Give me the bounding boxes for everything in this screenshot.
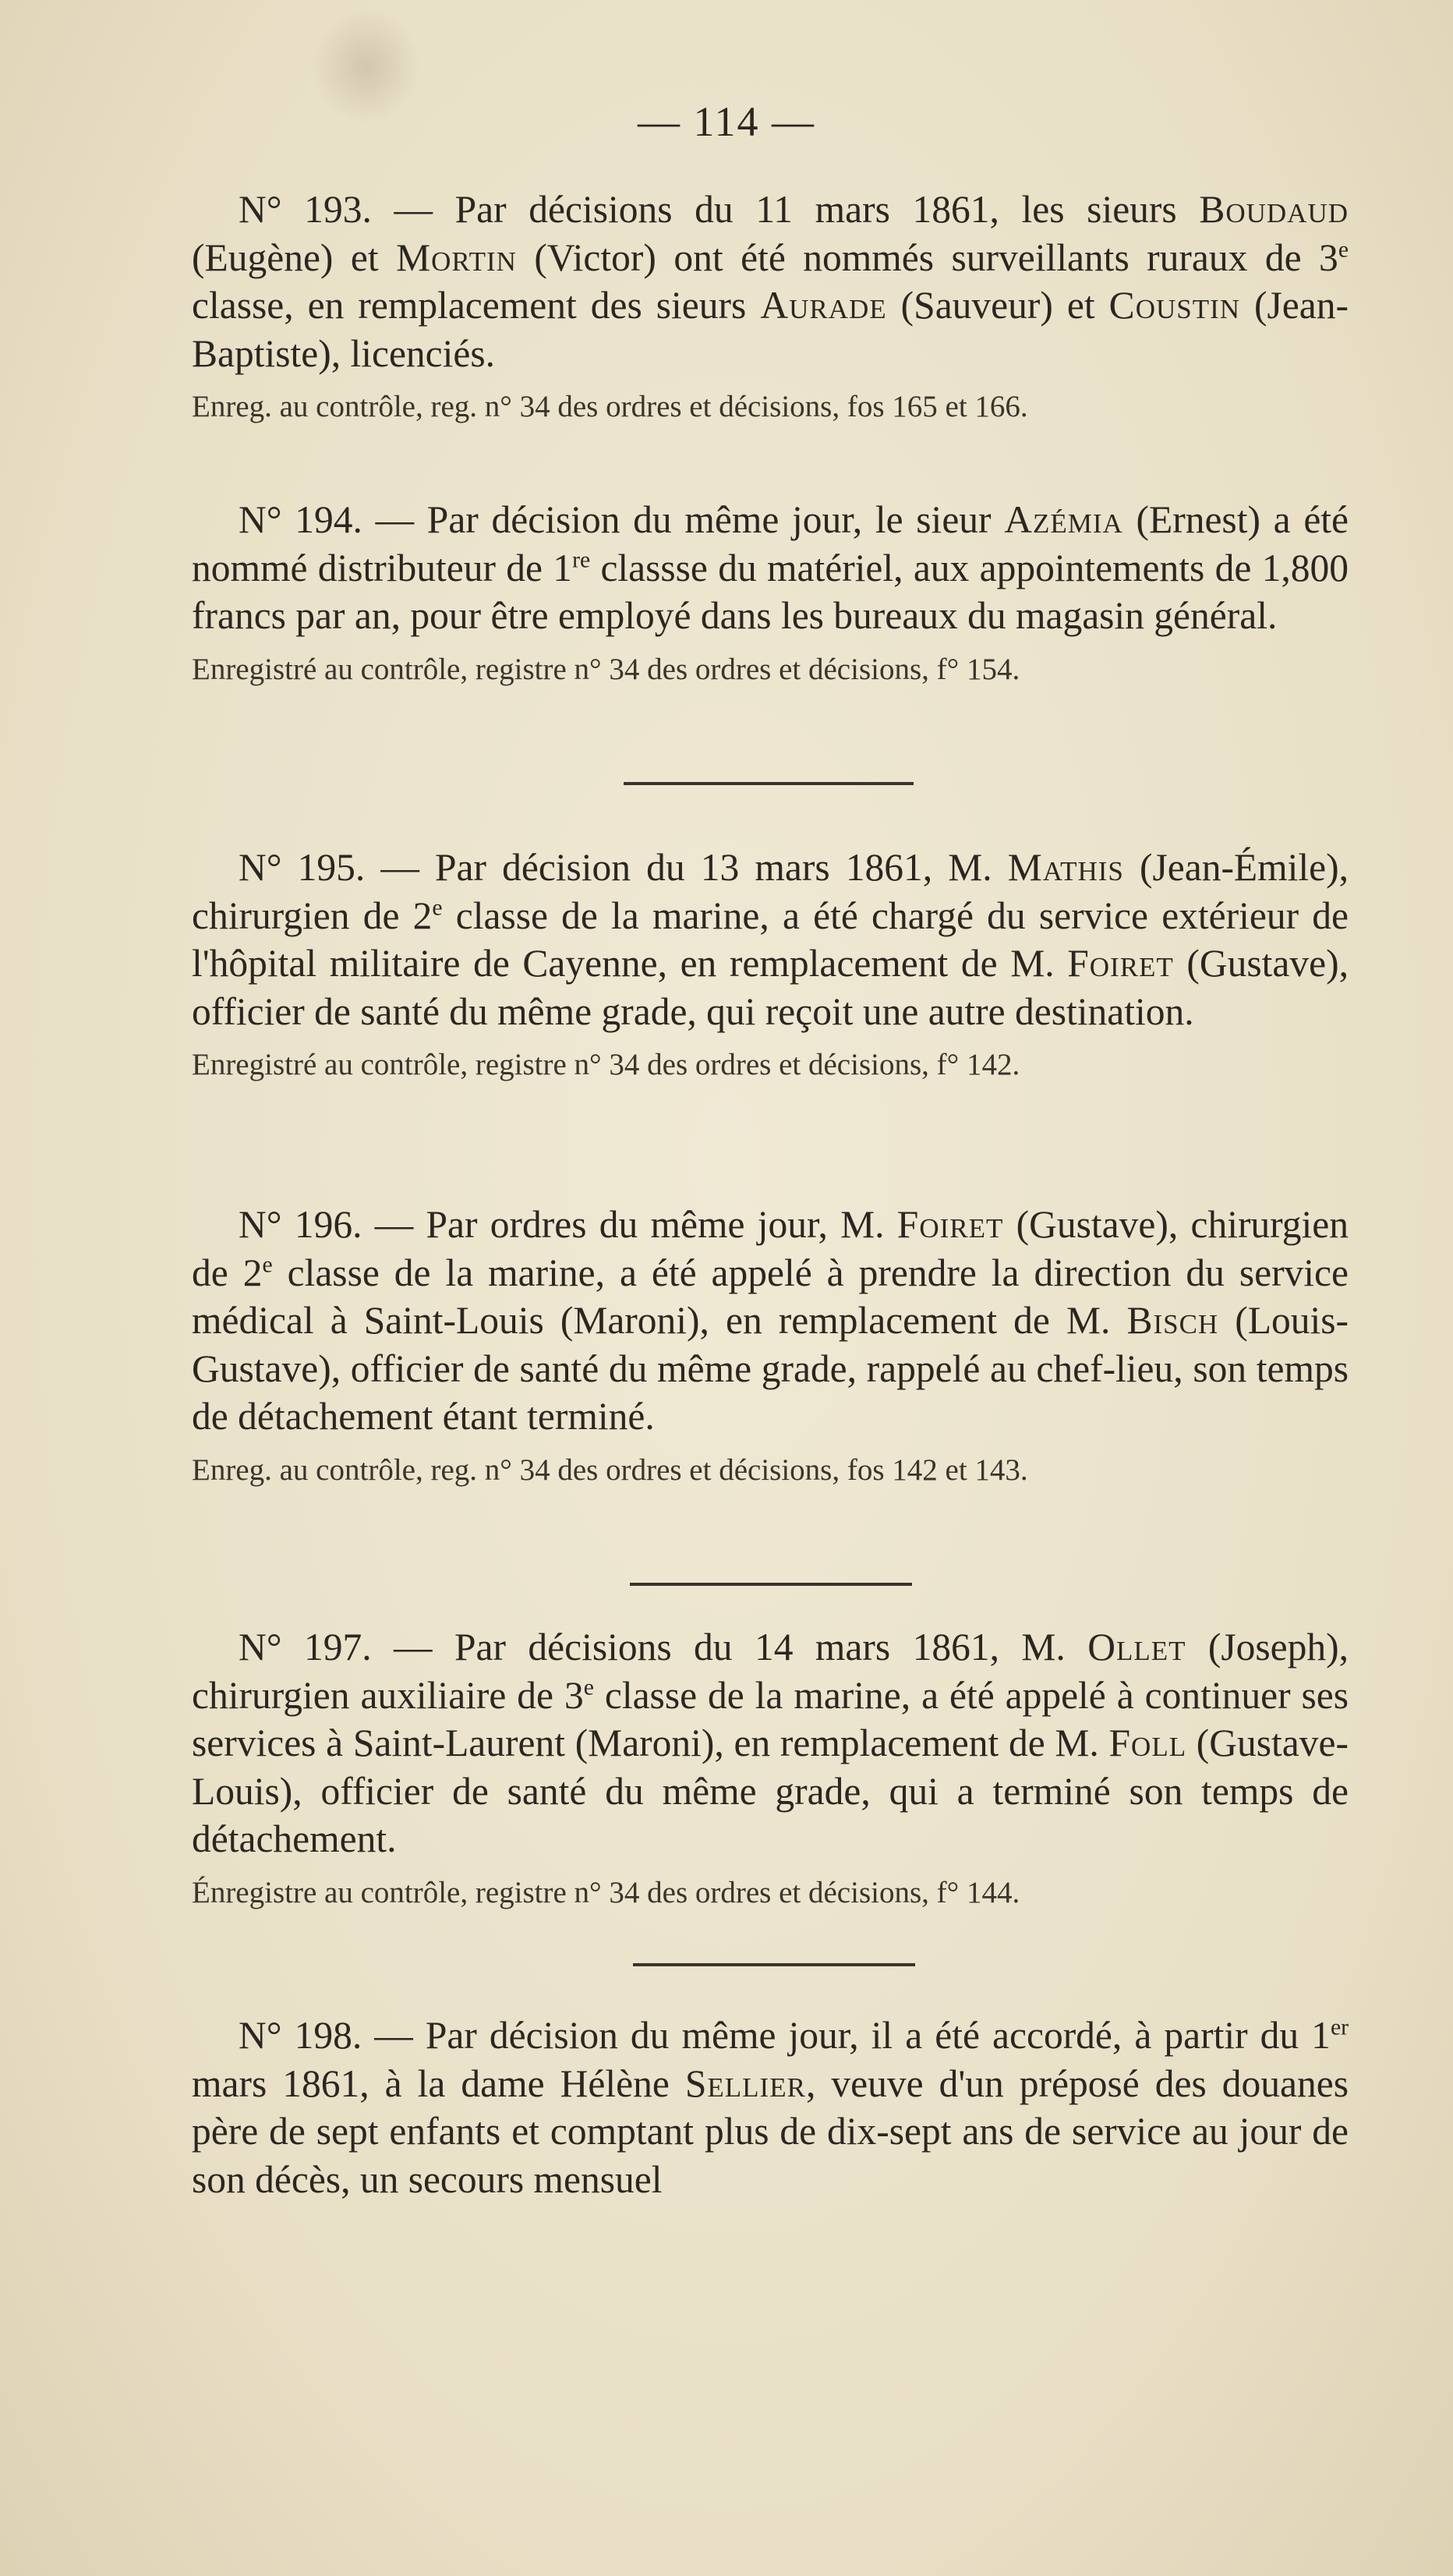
entry-number: N° 196.	[239, 1203, 362, 1246]
entry-196	[192, 1201, 1349, 1489]
entry-number: N° 194.	[239, 498, 362, 541]
entry-text: N° 196. — Par ordres du même jour, M. Foiret (Gustave), chirurgien de 2e classe de la marine, a été appelé à prendre la direction du service médical à Saint-Louis (Maroni), en remplacement de M. Bisch (Louis-Gustave), officier de santé du même grade, rappelé au chef-lieu, son temps de détachement étant terminé.	[192, 1203, 1349, 1438]
person-name: Foiret	[1067, 942, 1174, 985]
entry-198	[192, 2012, 1349, 2203]
entry-197	[192, 1623, 1349, 1912]
section-divider	[633, 1963, 915, 1966]
person-name: Ollet	[1087, 1626, 1186, 1668]
person-name: Coustin	[1108, 284, 1241, 327]
section-divider	[630, 1583, 912, 1586]
registration-note: Enreg. au contrôle, reg. n° 34 des ordres et décisions, fos 165 et 166.	[192, 390, 1028, 423]
entry-number: N° 195.	[239, 846, 366, 889]
entry-text: N° 197. — Par décisions du 14 mars 1861, M. Ollet (Joseph), chirurgien auxiliaire de 3e classe de la marine, a été appelé à continuer ses services à Saint-Laurent (Maroni), en remplacement de M. Foll (Gustave-Louis), officier de santé du même grade, qui a terminé son temps de détachement.	[192, 1626, 1349, 1860]
person-name: Azémia	[1004, 498, 1123, 541]
entry-number: N° 193.	[239, 188, 372, 231]
entry-number: N° 197.	[239, 1626, 372, 1668]
registration-note: Enregistré au contrôle, registre n° 34 des ordres et décisions, f° 154.	[192, 652, 1020, 686]
person-name: Sellier	[684, 2061, 806, 2105]
entry-text: N° 193. — Par décisions du 11 mars 1861, les sieurs Boudaud (Eugène) et Mortin (Victor) ont été nommés surveillants ruraux de 3e classe, en remplacement des sieurs Aurade (Sauveur) et Coustin (Jean-Baptiste), licenciés.	[192, 188, 1349, 375]
person-name: Bisch	[1126, 1299, 1219, 1342]
entry-text: N° 198. — Par décision du même jour, il a été accordé, à partir du 1er mars 1861, à la dame Hélène Sellier, veuve d'un préposé des douanes père de sept enfants et comptant plus de dix-sept ans de service au jour de son décès, un secours mensuel	[192, 2014, 1349, 2201]
registration-note: Enreg. au contrôle, reg. n° 34 des ordres et décisions, fos 142 et 143.	[192, 1453, 1028, 1487]
entry-number: N° 198.	[239, 2014, 362, 2057]
person-name: Foiret	[896, 1203, 1004, 1246]
registration-note: Enregistré au contrôle, registre n° 34 des ordres et décisions, f° 142.	[192, 1048, 1020, 1081]
page-number: — 114 —	[638, 98, 815, 145]
entry-195	[192, 844, 1349, 1084]
person-name: Mathis	[1007, 846, 1124, 889]
person-name: Foll	[1108, 1721, 1187, 1764]
section-divider	[624, 782, 914, 785]
entry-text: N° 194. — Par décision du même jour, le sieur Azémia (Ernest) a été nommé distributeur de 1re classse du matériel, aux appointements de 1,800 francs par an, pour être employé dans les bureaux du magasin général.	[192, 498, 1349, 637]
entry-193	[192, 186, 1349, 426]
registration-note: Énregistre au contrôle, registre n° 34 des ordres et décisions, f° 144.	[192, 1875, 1020, 1909]
entry-194	[192, 496, 1349, 688]
entry-text: N° 195. — Par décision du 13 mars 1861, M. Mathis (Jean-Émile), chirurgien de 2e classe de la marine, a été chargé du service extérieur de l'hôpital militaire de Cayenne, en remplacement de M. Foiret (Gustave), officier de santé du même grade, qui reçoit une autre destination.	[192, 846, 1349, 1033]
person-name: Aurade	[760, 284, 887, 327]
person-name: Boudaud	[1199, 188, 1349, 231]
person-name: Mortin	[396, 235, 517, 279]
